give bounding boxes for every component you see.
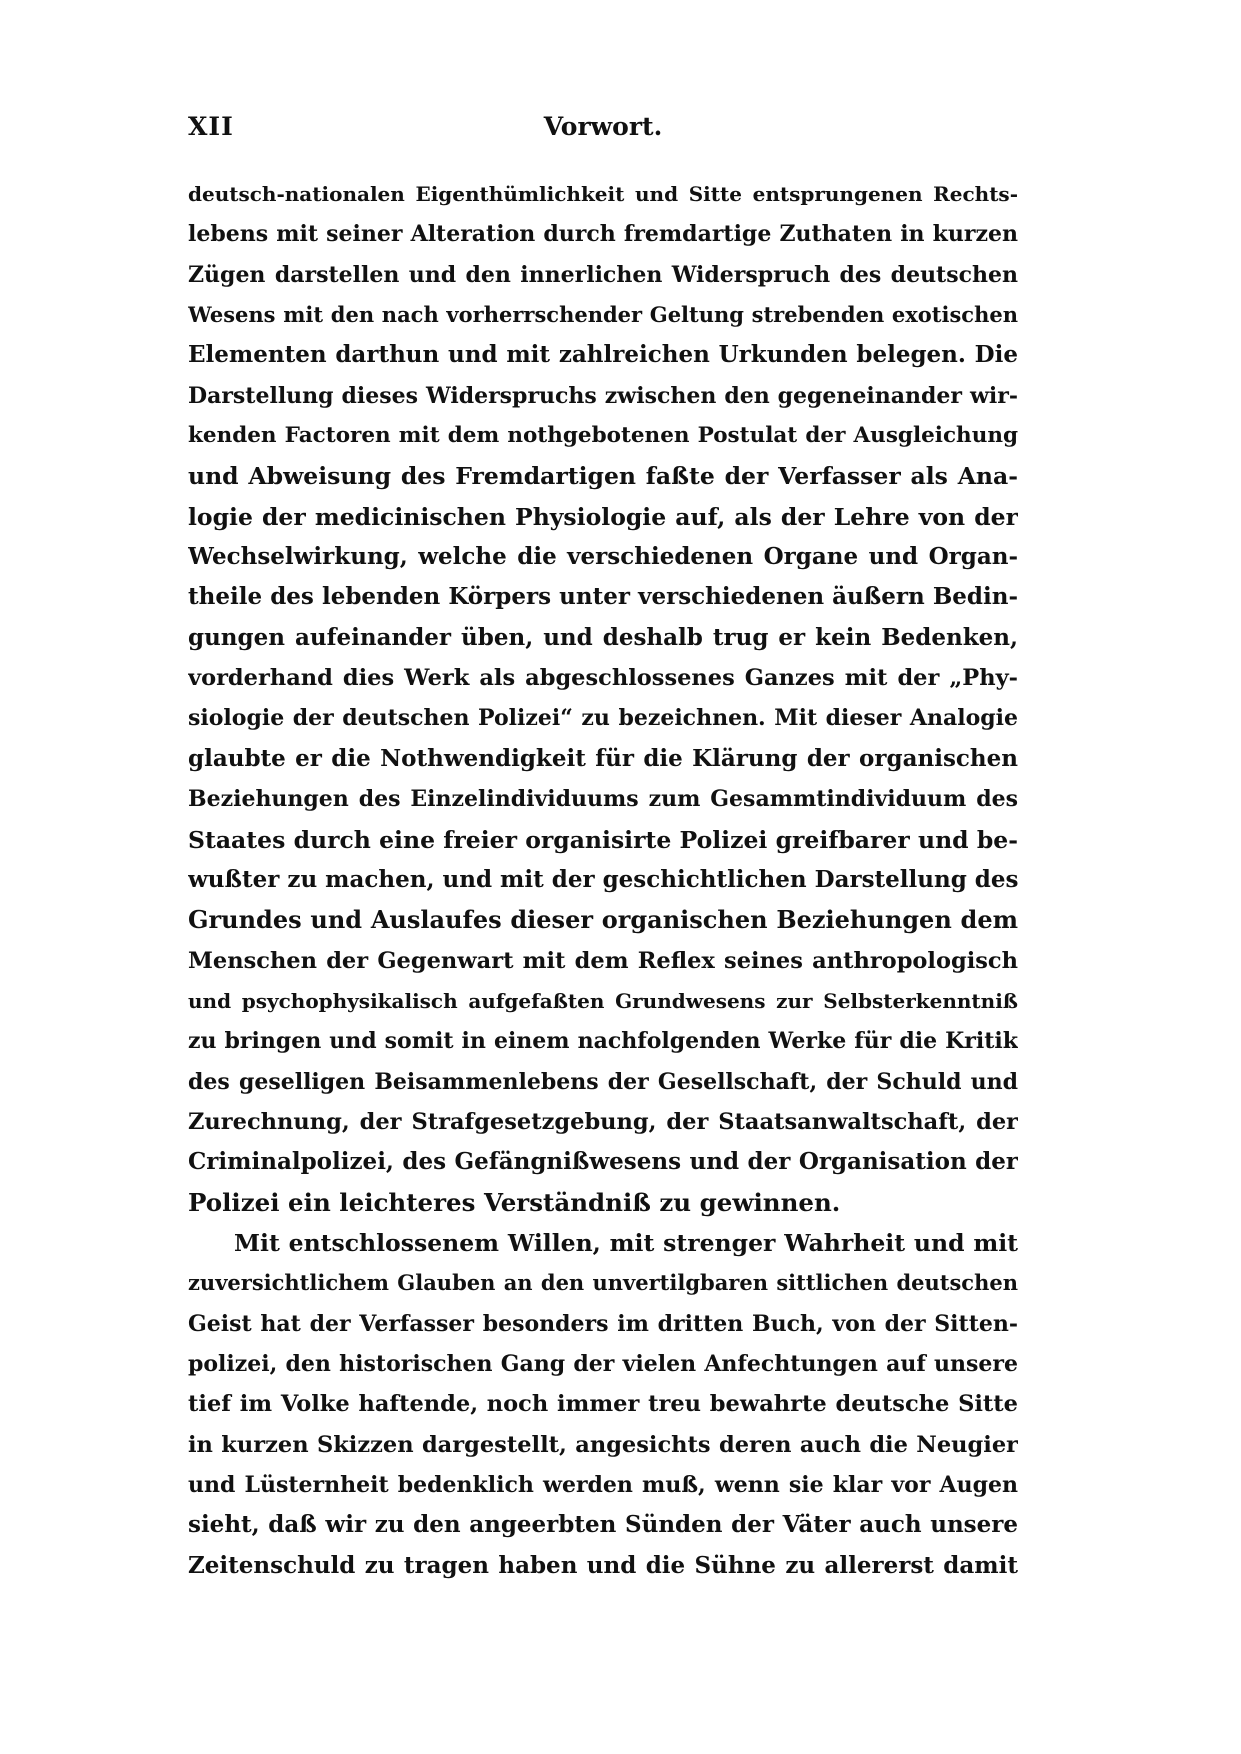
text-line: und Abweisung des Fremdartigen faßte der Verfasser als Ana-	[188, 462, 1018, 491]
text-line: lebens mit seiner Alteration durch fremdartige Zuthaten in kurzen	[188, 221, 1018, 248]
text-line: Geist hat der Verfasser besonders im dritten Buch, von der Sitten-	[188, 1310, 1018, 1337]
text-line: Criminalpolizei, des Gefängnißwesens und der Organisation der	[188, 1148, 1018, 1176]
text-line: sieht, daß wir zu den angeerbten Sünden der Väter auch unsere	[188, 1511, 1018, 1539]
text-line: Grundes und Auslaufes dieser organischen Beziehungen dem	[188, 905, 1018, 935]
header-title: Vorwort.	[543, 112, 663, 141]
text-line: des geselligen Beisammenlebens der Gesellschaft, der Schuld und	[188, 1068, 1018, 1095]
text-line: theile des lebenden Körpers unter verschiedenen äußern Bedin-	[188, 583, 1018, 611]
text-line: deutsch-nationalen Eigenthümlichkeit und Sitte entsprungenen Rechts-	[188, 182, 1018, 206]
body-text	[188, 174, 1018, 1586]
text-line: Wesens mit den nach vorherrschender Geltung strebenden exotischen	[188, 302, 1018, 328]
text-line: gungen aufeinander üben, und deshalb trug er kein Bedenken,	[188, 623, 1018, 651]
text-line: vorderhand dies Werk als abgeschlossenes Ganzes mit der „Phy-	[188, 665, 1018, 692]
paragraph-end-line: Polizei ein leichteres Verständniß zu gewinnen.	[188, 1187, 841, 1217]
text-line: Beziehungen des Einzelindividuums zum Gesammtindividuum des	[188, 786, 1018, 813]
text-line: logie der medicinischen Physiologie auf, als der Lehre von der	[188, 502, 1018, 531]
text-line: und psychophysikalisch aufgefaßten Grundwesens zur Selbsterkenntniß	[188, 988, 1018, 1013]
text-line: siologie der deutschen Polizei“ zu bezeichnen. Mit dieser Analogie	[188, 705, 1018, 732]
text-line: Menschen der Gegenwart mit dem Reflex seines anthropologisch	[188, 947, 1018, 974]
text-line: in kurzen Skizzen dargestellt, angesichts deren auch die Neugier	[188, 1431, 1018, 1458]
text-line: Zurechnung, der Strafgesetzgebung, der Staatsanwaltschaft, der	[188, 1108, 1018, 1135]
text-line: Wechselwirkung, welche die verschiedenen Organe und Organ-	[188, 543, 1018, 571]
text-line: glaubte er die Nothwendigkeit für die Klärung der organischen	[188, 744, 1018, 772]
text-line: Staates durch eine freier organisirte Polizei greifbarer und be-	[188, 825, 1018, 854]
text-line: polizei, den historischen Gang der vielen Anfechtungen auf unsere	[188, 1350, 1018, 1377]
text-line: zu bringen und somit in einem nachfolgenden Werke für die Kritik	[188, 1028, 1018, 1055]
running-head	[188, 112, 1018, 152]
paragraph-start-line: Mit entschlossenem Willen, mit strenger Wahrheit und mit	[234, 1228, 1018, 1257]
text-line: Zeitenschuld zu tragen haben und die Sühne zu allererst damit	[188, 1551, 1018, 1579]
text-line: Elementen darthun und mit zahlreichen Urkunden belegen. Die	[188, 341, 1018, 369]
text-line: Zügen darstellen und den innerlichen Widerspruch des deutschen	[188, 261, 1018, 288]
text-line: Darstellung dieses Widerspruchs zwischen den gegeneinander wir-	[188, 382, 1018, 409]
page-number: XII	[188, 112, 234, 141]
text-line: und Lüsternheit bedenklich werden muß, wenn sie klar vor Augen	[188, 1472, 1018, 1498]
text-line: zuversichtlichem Glauben an den unvertilgbaren sittlichen deutschen	[188, 1270, 1018, 1296]
text-line: wußter zu machen, und mit der geschichtlichen Darstellung des	[188, 865, 1018, 893]
text-line: kenden Factoren mit dem nothgebotenen Postulat der Ausgleichung	[188, 423, 1018, 449]
text-line: tief im Volke haftende, noch immer treu bewahrte deutsche Sitte	[188, 1391, 1018, 1418]
